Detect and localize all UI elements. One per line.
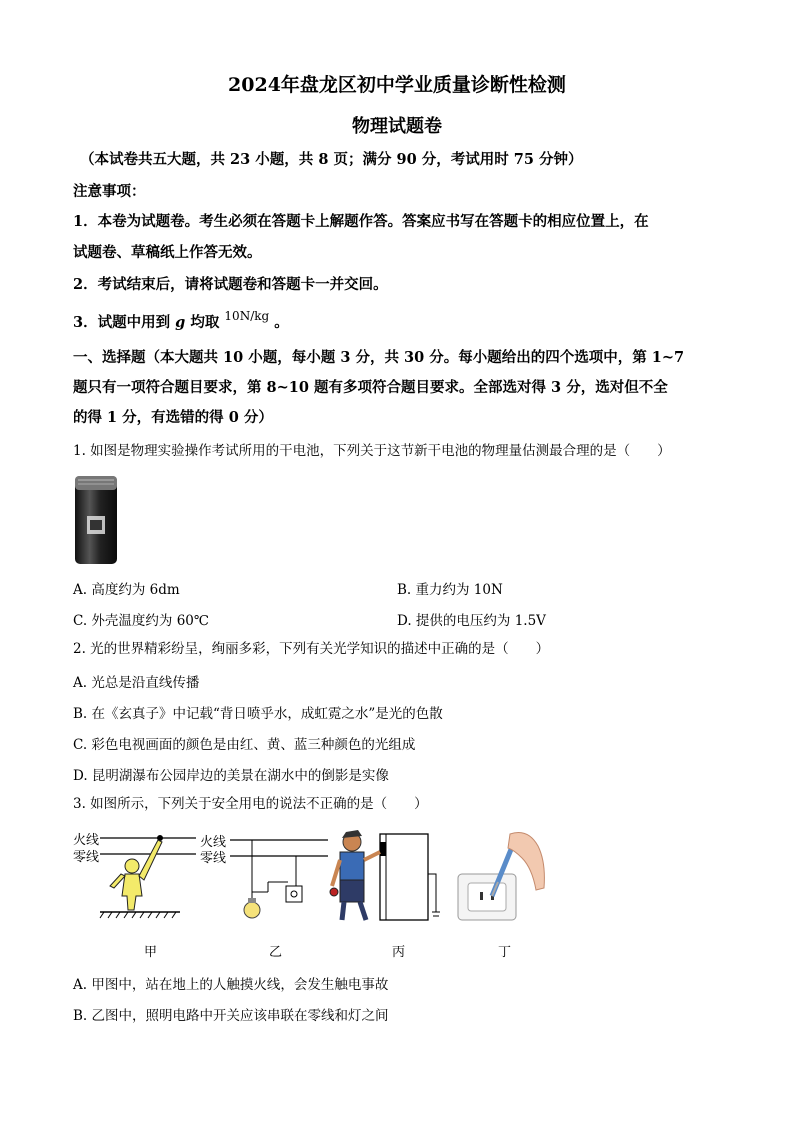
question-1-stem: 1. 如图是物理实验操作考试所用的干电池，下列关于这节新干电池的物理量估测最合理的是（ ）	[73, 443, 671, 459]
notice-item-3-prefix: 3．试题中用到	[73, 314, 171, 331]
exam-subtitle: 物理试题卷	[352, 116, 442, 137]
exam-title: 2024年盘龙区初中学业质量诊断性检测	[228, 74, 566, 96]
question-3-option-a: A. 甲图中，站在地上的人触摸火线，会发生触电事故	[73, 977, 389, 993]
battery-image	[72, 472, 122, 568]
exam-info: （本试卷共五大题，共 23 小题，共 8 页；满分 90 分，考试用时 75 分钟）	[80, 151, 583, 168]
notice-item-3-mid: 均取	[190, 314, 220, 331]
figure-yi-live-label: 火线	[200, 835, 227, 850]
notice-heading: 注意事项：	[73, 183, 146, 200]
notice-item-1-line-1: 1．本卷为试题卷。考生必须在答题卡上解题作答。答案应书写在答题卡的相应位置上，在	[73, 213, 649, 230]
figure-jia-neutral-label: 零线	[73, 850, 100, 865]
question-1-option-d: D. 提供的电压约为 1.5V	[397, 613, 546, 629]
figure-jia-live-label: 火线	[73, 833, 100, 848]
question-2-option-a: A. 光总是沿直线传播	[73, 675, 200, 691]
question-1-option-b: B. 重力约为 10N	[397, 582, 503, 598]
question-1-option-c: C. 外壳温度约为 60℃	[73, 613, 210, 629]
figure-ding-test-pen	[452, 828, 552, 922]
figure-yi-circuit	[230, 828, 330, 920]
section-1-line-1: 一、选择题（本大题共 10 小题，每小题 3 分，共 30 分。每小题给出的四个选项中，第 1~7	[73, 349, 685, 366]
question-3-option-b: B. 乙图中，照明电路中开关应该串联在零线和灯之间	[73, 1008, 389, 1024]
figure-label-bing: 丙	[392, 945, 406, 960]
question-1-option-a: A. 高度约为 6dm	[73, 582, 180, 598]
question-2-option-c: C. 彩色电视画面的颜色是由红、黄、蓝三种颜色的光组成	[73, 737, 416, 753]
notice-item-3	[73, 309, 733, 333]
figure-yi-neutral-label: 零线	[200, 851, 227, 866]
question-2-option-d: D. 昆明湖瀑布公园岸边的美景在湖水中的倒影是实像	[73, 768, 389, 784]
question-2-stem: 2. 光的世界精彩纷呈，绚丽多彩，下列有关光学知识的描述中正确的是（ ）	[73, 641, 550, 657]
notice-item-2: 2．考试结束后，请将试题卷和答题卡一并交回。	[73, 276, 388, 293]
section-1-line-3: 的得 1 分，有选错的得 0 分）	[73, 409, 273, 426]
notice-item-3-variable: g	[175, 314, 186, 331]
figure-label-yi: 乙	[269, 945, 283, 960]
question-2-option-b: B. 在《玄真子》中记载“背日喷乎水，成虹霓之水”是光的色散	[73, 706, 443, 722]
notice-item-1-line-2: 试题卷、草稿纸上作答无效。	[73, 244, 262, 261]
notice-item-3-value: 10N/kg	[224, 309, 270, 323]
section-1-line-2: 题只有一项符合题目要求，第 8~10 题有多项符合题目要求。全部选对得 3 分，选对但不全	[73, 379, 668, 396]
question-3-stem: 3. 如图所示，下列关于安全用电的说法不正确的是（ ）	[73, 796, 428, 812]
figure-label-ding: 丁	[498, 945, 512, 960]
figure-bing-refrigerator	[328, 830, 448, 924]
figure-label-jia: 甲	[144, 945, 158, 960]
notice-item-3-suffix: 。	[274, 314, 289, 331]
